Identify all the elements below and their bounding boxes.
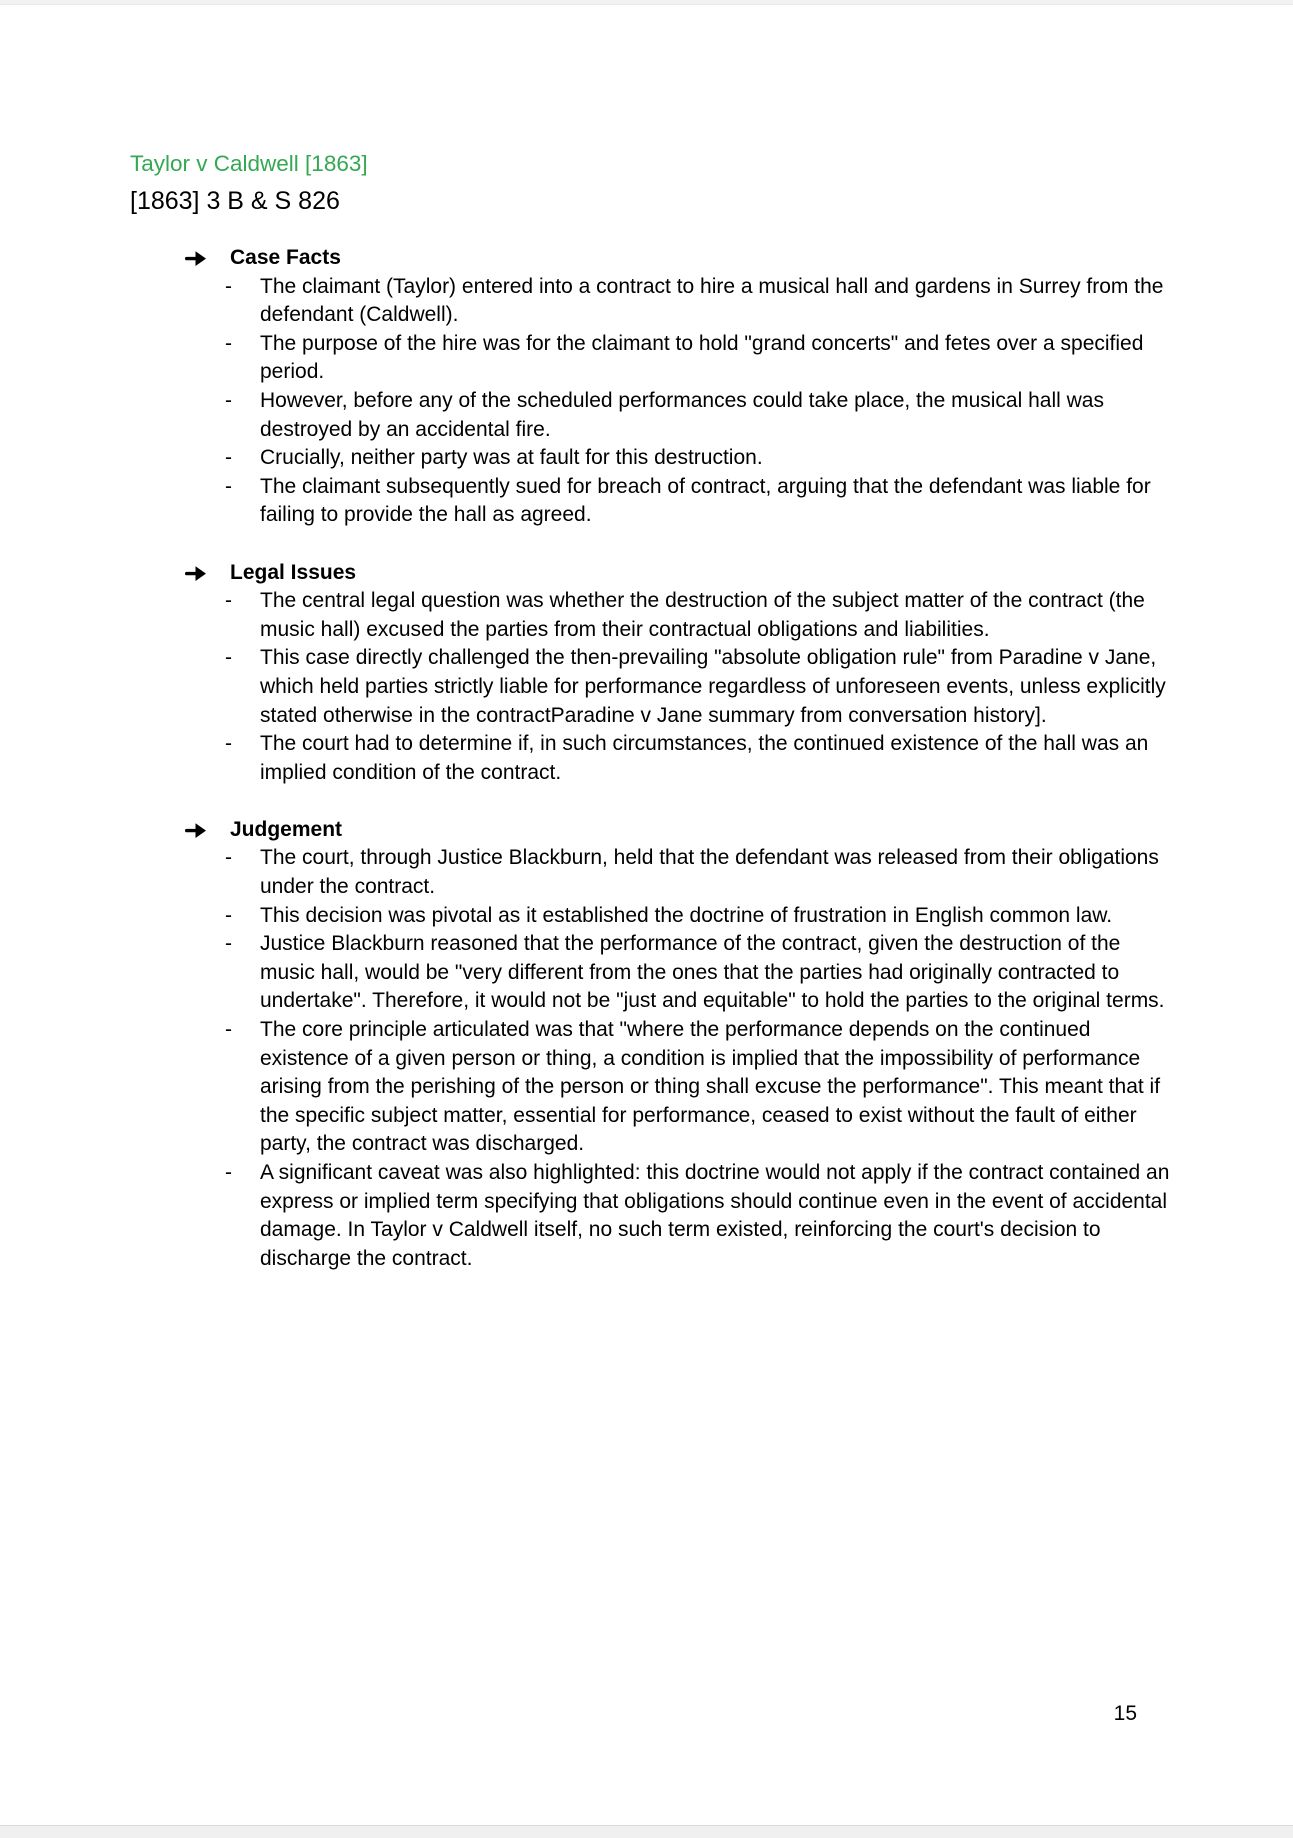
dash-bullet: - bbox=[225, 589, 232, 613]
bullet-item bbox=[225, 844, 1170, 901]
page-edge-top bbox=[0, 0, 1293, 5]
bullet-text: The claimant subsequently sued for breach of contract, arguing that the defendant was liable for failing to provide the hall as agreed. bbox=[260, 474, 1151, 527]
bullet-text: A significant caveat was also highlighted: this doctrine would not apply if the contract contained an express or implied term specifying that obligations should continue even in the event of accidental damage. In Taylor v Caldwell itself, no such term existed, reinforcing the court's decision to discharge the contract. bbox=[260, 1161, 1170, 1270]
bullet-text: The claimant (Taylor) entered into a contract to hire a musical hall and gardens in Surrey from the defendant (Caldwell). bbox=[260, 274, 1164, 327]
bullet-text: This decision was pivotal as it established the doctrine of frustration in English common law. bbox=[260, 903, 1113, 927]
dash-bullet: - bbox=[225, 1161, 232, 1184]
dash-bullet: - bbox=[225, 903, 232, 927]
bullet-item bbox=[225, 587, 1170, 644]
section-legal-issues bbox=[130, 559, 1170, 788]
section-heading-row bbox=[185, 816, 1170, 845]
section-case-facts bbox=[130, 244, 1170, 530]
dash-bullet: - bbox=[225, 474, 232, 498]
bullet-item bbox=[225, 1159, 1170, 1273]
bullet-text: However, before any of the scheduled performances could take place, the musical hall was destroyed by an accidental fire. bbox=[260, 388, 1104, 441]
bullet-item bbox=[225, 644, 1170, 730]
bullet-text: The core principle articulated was that "where the performance depends on the continued existence of a given person or thing, a condition is implied that the impossibility of performance arising from the perishing of the person or thing shall excuse the performance". This meant that if the specific subject matter, essential for performance, ceased to exist without the fault of either party, the contract was discharged. bbox=[260, 1018, 1161, 1156]
case-citation: [1863] 3 B & S 826 bbox=[130, 187, 340, 215]
dash-bullet: - bbox=[225, 331, 232, 355]
bullet-item bbox=[225, 930, 1170, 1016]
dash-bullet: - bbox=[225, 388, 232, 412]
section-heading-label: Judgement bbox=[230, 817, 343, 841]
bullet-item bbox=[225, 473, 1170, 530]
arrow-right-icon bbox=[185, 559, 230, 588]
bullet-item bbox=[225, 730, 1170, 787]
bullet-text: This case directly challenged the then-prevailing "absolute obligation rule" from Paradine v Jane, which held parties strictly liable for performance regardless of unforeseen events, unless explicitly stated otherwise in the contractParadine v Jane summary from conversation history]. bbox=[260, 646, 1166, 727]
bullet-text: The purpose of the hire was for the claimant to hold "grand concerts" and fetes over a specified period. bbox=[260, 331, 1144, 384]
bullet-item bbox=[225, 444, 1170, 473]
section-heading-label: Case Facts bbox=[230, 246, 341, 269]
section-heading-row bbox=[185, 244, 1170, 273]
bullet-item bbox=[225, 387, 1170, 444]
section-heading-row bbox=[185, 559, 1170, 588]
page-edge-bottom bbox=[0, 1825, 1293, 1838]
arrow-right-icon bbox=[185, 816, 230, 845]
bullet-item bbox=[225, 902, 1170, 931]
dash-bullet: - bbox=[225, 274, 232, 298]
arrow-right-icon bbox=[185, 244, 230, 273]
bullet-item bbox=[225, 330, 1170, 387]
section-judgement bbox=[130, 816, 1170, 1274]
bullet-item bbox=[225, 273, 1170, 330]
dash-bullet: - bbox=[225, 446, 232, 470]
dash-bullet: - bbox=[225, 646, 232, 670]
bullet-text: The central legal question was whether the destruction of the subject matter of the contract (the music hall) excused the parties from their contractual obligations and liabilities. bbox=[260, 589, 1145, 641]
dash-bullet: - bbox=[225, 732, 232, 756]
dash-bullet: - bbox=[225, 1018, 232, 1042]
bullet-text: The court had to determine if, in such circumstances, the continued existence of the hall was an implied condition of the contract. bbox=[260, 732, 1149, 784]
bullet-text: Crucially, neither party was at fault for this destruction. bbox=[260, 446, 763, 470]
page-content bbox=[130, 150, 1170, 1273]
bullet-text: The court, through Justice Blackburn, held that the defendant was released from their obligations under the contract. bbox=[260, 846, 1159, 899]
bullet-text: Justice Blackburn reasoned that the performance of the contract, given the destruction of the music hall, would be "very different from the ones that the parties had originally contracted to undertake". Therefore, it would not be "just and equitable" to hold the parties to the original terms. bbox=[260, 932, 1165, 1013]
page-number: 15 bbox=[1113, 1702, 1137, 1725]
case-title: Taylor v Caldwell [1863] bbox=[130, 151, 368, 176]
dash-bullet: - bbox=[225, 846, 232, 870]
document-page bbox=[0, 6, 1293, 1824]
dash-bullet: - bbox=[225, 932, 232, 956]
bullet-item bbox=[225, 1016, 1170, 1159]
section-heading-label: Legal Issues bbox=[230, 560, 357, 584]
